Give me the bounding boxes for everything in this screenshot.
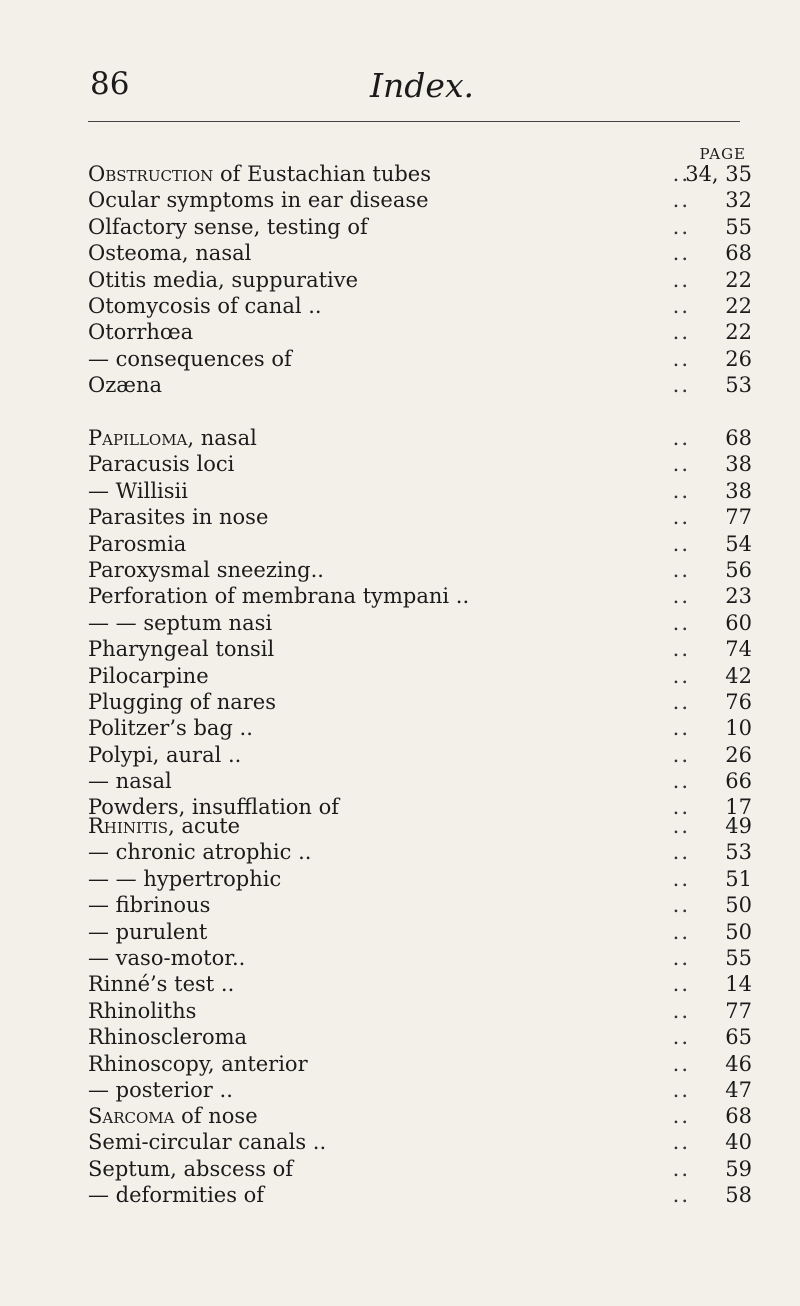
entry-term-text: Plugging of nares xyxy=(88,689,276,714)
entry-pages: 68 xyxy=(725,426,752,450)
entry-term-text: Osteoma, nasal xyxy=(88,241,252,266)
entry-term xyxy=(88,319,193,345)
entry-term xyxy=(88,1182,264,1208)
entry-term xyxy=(88,161,431,187)
entry-term xyxy=(88,346,292,372)
index-entry xyxy=(88,187,752,213)
index-entry xyxy=(88,214,752,240)
entry-term xyxy=(88,1024,247,1050)
leader-dots: .. xyxy=(672,795,690,820)
entry-term-text: — — septum nasi xyxy=(88,610,273,635)
entry-pages: 40 xyxy=(725,1130,752,1155)
entry-term-text: — chronic atrophic .. xyxy=(88,840,312,865)
index-entry xyxy=(88,919,752,945)
entry-term-text: Paroxysmal sneezing.. xyxy=(88,557,324,582)
index-entry xyxy=(88,346,752,372)
entry-term xyxy=(88,1129,326,1155)
entry-term xyxy=(88,451,234,477)
entry-term xyxy=(88,919,207,945)
entry-pages: 58 xyxy=(725,1183,752,1208)
index-entry xyxy=(88,1077,752,1103)
entry-pages: 46 xyxy=(725,1051,752,1076)
leader-dots: .. xyxy=(672,373,690,398)
entry-term xyxy=(88,998,196,1024)
index-entry xyxy=(88,715,752,741)
entry-pages: 74 xyxy=(725,637,752,662)
entry-pages: 32 xyxy=(725,188,752,213)
entry-term-caps: Papilloma xyxy=(88,426,188,450)
index-section xyxy=(88,1103,752,1209)
page-number: 86 xyxy=(90,66,130,102)
leader-dots: .. xyxy=(672,293,690,318)
index-entry xyxy=(88,319,752,345)
entry-term xyxy=(88,813,240,839)
entry-term xyxy=(88,610,272,636)
index-entry xyxy=(88,945,752,971)
entry-term-caps: Rhinitis xyxy=(88,814,169,838)
entry-pages: 50 xyxy=(725,919,752,944)
index-entry xyxy=(88,425,752,451)
entry-term xyxy=(88,636,274,662)
leader-dots: .. xyxy=(672,584,690,609)
entry-pages: 66 xyxy=(725,769,752,794)
index-entry xyxy=(88,866,752,892)
entry-term xyxy=(88,1077,233,1103)
entry-term-text: Rhinoliths xyxy=(88,998,197,1023)
entry-term-caps: Sarcoma xyxy=(88,1104,175,1128)
leader-dots: .. xyxy=(672,320,690,345)
entry-pages: 22 xyxy=(725,293,752,318)
running-title: Index. xyxy=(370,66,475,105)
entry-term-text: Rhinoscleroma xyxy=(88,1025,248,1050)
leader-dots: .. xyxy=(672,1077,690,1102)
entry-pages: 76 xyxy=(725,689,752,714)
entry-pages: 10 xyxy=(725,716,752,741)
entry-term xyxy=(88,742,241,768)
index-entry xyxy=(88,998,752,1024)
index-entry xyxy=(88,1051,752,1077)
entry-term xyxy=(88,240,251,266)
index-entry xyxy=(88,531,752,557)
entry-term xyxy=(88,267,358,293)
index-entry xyxy=(88,372,752,398)
leader-dots: .. xyxy=(672,998,690,1023)
leader-dots: .. xyxy=(672,663,690,688)
entry-term-text: Parosmia xyxy=(88,531,187,556)
leader-dots: .. xyxy=(672,893,690,918)
entry-term-text: Pilocarpine xyxy=(88,663,209,688)
leader-dots: .. xyxy=(672,214,690,239)
entry-pages: 77 xyxy=(725,998,752,1023)
entry-term xyxy=(88,1156,293,1182)
entry-term xyxy=(88,583,469,609)
entry-term-text: — nasal xyxy=(88,769,172,794)
entry-term xyxy=(88,971,234,997)
index-entry xyxy=(88,839,752,865)
entry-term xyxy=(88,663,209,689)
entry-term-text: Otorrhœa xyxy=(88,320,194,345)
index-entry xyxy=(88,892,752,918)
leader-dots: .. xyxy=(672,919,690,944)
leader-dots: .. xyxy=(672,505,690,530)
index-entry xyxy=(88,583,752,609)
index-entry xyxy=(88,557,752,583)
entry-pages: 26 xyxy=(725,742,752,767)
entry-term xyxy=(88,187,429,213)
entry-term xyxy=(88,892,210,918)
entry-term-text: — posterior .. xyxy=(88,1077,233,1102)
index-entry xyxy=(88,293,752,319)
entry-term-text: — fibrinous xyxy=(88,893,211,918)
index-entry xyxy=(88,636,752,662)
entry-term xyxy=(88,557,324,583)
leader-dots: .. xyxy=(672,840,690,865)
entry-term-text: , nasal xyxy=(187,426,257,450)
index-entry xyxy=(88,451,752,477)
entry-pages: 53 xyxy=(725,840,752,865)
entry-term-text: of nose xyxy=(174,1104,258,1128)
leader-dots: .. xyxy=(672,769,690,794)
leader-dots: .. xyxy=(672,945,690,970)
entry-pages: 53 xyxy=(725,373,752,398)
leader-dots: .. xyxy=(672,1130,690,1155)
entry-term xyxy=(88,945,245,971)
entry-pages: 17 xyxy=(725,795,752,820)
entry-term-text: Paracusis loci xyxy=(88,452,235,477)
entry-term-text: Rinné’s test .. xyxy=(88,972,235,997)
index-section xyxy=(88,425,752,821)
entry-term-text: Rhinoscopy, anterior xyxy=(88,1051,308,1076)
entry-term-text: Polypi, aural .. xyxy=(88,742,242,767)
entry-pages: 68 xyxy=(725,241,752,266)
leader-dots: .. xyxy=(672,346,690,371)
index-entry xyxy=(88,610,752,636)
index-entry xyxy=(88,689,752,715)
entry-pages: 34, 35 xyxy=(685,162,752,186)
entry-term-text: Otitis media, suppurative xyxy=(88,267,359,292)
entry-pages: 26 xyxy=(725,346,752,371)
page-header xyxy=(90,66,740,112)
entry-term-text: Perforation of membrana tympani .. xyxy=(88,584,470,609)
entry-term xyxy=(88,1051,308,1077)
entry-pages: 47 xyxy=(725,1077,752,1102)
entry-pages: 42 xyxy=(725,663,752,688)
leader-dots: .. xyxy=(672,1183,690,1208)
leader-dots: .. xyxy=(672,1104,690,1128)
entry-pages: 59 xyxy=(725,1156,752,1181)
entry-pages: 65 xyxy=(725,1025,752,1050)
entry-term-text: Olfactory sense, testing of xyxy=(88,214,368,239)
entry-pages: 51 xyxy=(725,866,752,891)
entry-term-text: Semi-circular canals .. xyxy=(88,1130,327,1155)
index-entry xyxy=(88,1103,752,1129)
leader-dots: .. xyxy=(672,188,690,213)
entry-pages: 23 xyxy=(725,584,752,609)
index-entry xyxy=(88,768,752,794)
entry-pages: 49 xyxy=(725,814,752,838)
leader-dots: .. xyxy=(672,1156,690,1181)
entry-pages: 38 xyxy=(725,478,752,503)
index-entry xyxy=(88,742,752,768)
index-entry xyxy=(88,813,752,839)
index-entry xyxy=(88,1129,752,1155)
entry-term-text: Pharyngeal tonsil xyxy=(88,637,275,662)
leader-dots: .. xyxy=(672,241,690,266)
index-entry xyxy=(88,1156,752,1182)
entry-term-text: — — hypertrophic xyxy=(88,866,282,891)
leader-dots: .. xyxy=(672,1025,690,1050)
entry-term xyxy=(88,214,368,240)
entry-term xyxy=(88,768,172,794)
entry-term xyxy=(88,293,322,319)
entry-term-text: , acute xyxy=(168,814,241,838)
entry-pages: 54 xyxy=(725,531,752,556)
entry-term xyxy=(88,689,276,715)
leader-dots: .. xyxy=(672,742,690,767)
leader-dots: .. xyxy=(672,866,690,891)
index-entry xyxy=(88,478,752,504)
entry-term-text: — consequences of xyxy=(88,346,292,371)
entry-term xyxy=(88,1103,258,1129)
index-entry xyxy=(88,971,752,997)
entry-term-text: — vaso-motor.. xyxy=(88,945,246,970)
index-entry xyxy=(88,1024,752,1050)
leader-dots: .. xyxy=(672,1051,690,1076)
index-entry xyxy=(88,267,752,293)
entry-pages: 77 xyxy=(725,505,752,530)
entry-pages: 38 xyxy=(725,452,752,477)
index-section xyxy=(88,161,752,399)
index-entry xyxy=(88,1182,752,1208)
entry-pages: 50 xyxy=(725,893,752,918)
entry-term-text: Ocular symptoms in ear disease xyxy=(88,188,429,213)
entry-term-text: Powders, insufflation of xyxy=(88,795,340,820)
entry-term-text: — Willisii xyxy=(88,478,188,503)
index-entry xyxy=(88,240,752,266)
entry-term xyxy=(88,504,268,530)
entry-term-text: Ozæna xyxy=(88,373,163,398)
entry-term xyxy=(88,531,186,557)
entry-term-caps: Obstruction xyxy=(88,162,214,186)
entry-term-text: Parasites in nose xyxy=(88,505,269,530)
leader-dots: .. xyxy=(672,972,690,997)
entry-term-text: Politzer’s bag .. xyxy=(88,716,253,741)
leader-dots: .. xyxy=(672,610,690,635)
index-entry xyxy=(88,504,752,530)
leader-dots: .. xyxy=(672,478,690,503)
leader-dots: .. xyxy=(672,637,690,662)
entry-term xyxy=(88,478,188,504)
entry-term xyxy=(88,715,253,741)
entry-term-text: — deformities of xyxy=(88,1183,265,1208)
leader-dots: .. xyxy=(672,531,690,556)
entry-term xyxy=(88,839,311,865)
page-column-heading: PAGE xyxy=(699,145,746,163)
entry-pages: 55 xyxy=(725,945,752,970)
index-section xyxy=(88,813,752,1103)
entry-pages: 22 xyxy=(725,267,752,292)
entry-term-text: — purulent xyxy=(88,919,208,944)
leader-dots: .. xyxy=(672,689,690,714)
entry-pages: 60 xyxy=(725,610,752,635)
entry-term xyxy=(88,372,162,398)
entry-term-text: Septum, abscess of xyxy=(88,1156,294,1181)
entry-term-text: Otomycosis of canal .. xyxy=(88,293,322,318)
entry-pages: 68 xyxy=(725,1104,752,1128)
leader-dots: .. xyxy=(672,267,690,292)
entry-pages: 22 xyxy=(725,320,752,345)
leader-dots: .. xyxy=(672,162,690,186)
index-entry xyxy=(88,663,752,689)
entry-pages: 14 xyxy=(725,972,752,997)
leader-dots: .. xyxy=(672,814,690,838)
leader-dots: .. xyxy=(672,452,690,477)
leader-dots: .. xyxy=(672,716,690,741)
entry-term-text: of Eustachian tubes xyxy=(213,162,431,186)
entry-pages: 55 xyxy=(725,214,752,239)
header-rule xyxy=(88,121,740,122)
entry-pages: 56 xyxy=(725,557,752,582)
leader-dots: .. xyxy=(672,557,690,582)
entry-term xyxy=(88,866,281,892)
entry-term xyxy=(88,425,257,451)
leader-dots: .. xyxy=(672,426,690,450)
index-entry xyxy=(88,161,752,187)
